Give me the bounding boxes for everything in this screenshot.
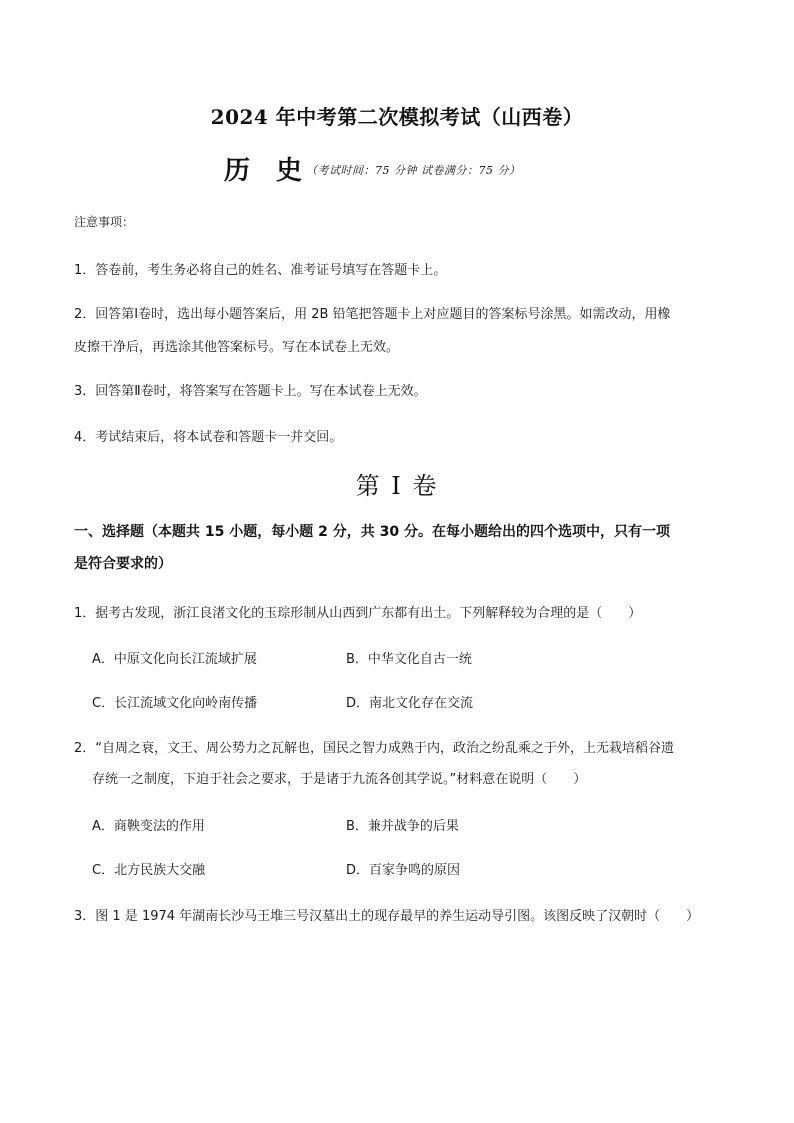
question-2-option-d: D．百家争鸣的原因: [346, 863, 461, 878]
notice-item-continued: 皮擦干净后，再选涂其他答案标号。写在本试卷上无效。: [74, 340, 400, 355]
question-1-option-a: A．中原文化向长江流域扩展: [92, 652, 257, 667]
section-title: 第 I 卷: [355, 472, 439, 500]
question-1-option-d: D．南北文化存在交流: [346, 696, 474, 711]
question-2-option-a: A．商鞅变法的作用: [92, 819, 205, 834]
notice-item: 4．考试结束后，将本试卷和答题卡一并交回。: [74, 430, 343, 445]
question-2-option-c: C．北方民族大交融: [92, 863, 206, 878]
question-1-option-b: B．中华文化自古一统: [346, 652, 472, 667]
notice-item: 2．回答第Ⅰ卷时，选出每小题答案后，用 2B 铅笔把答题卡上对应题目的答案标号涂黑。如需改动，用橡: [74, 307, 671, 322]
subject-name: 历史: [224, 156, 329, 186]
question-1-stem: 1．据考古发现，浙江良渚文化的玉琮形制从山西到广东都有出土。下列解释较为合理的是（ ）: [74, 606, 642, 621]
question-2-stem-continued: 存统一之制度，下迫于社会之要求，于是诸于九流各创其学说。”材料意在说明（ ）: [92, 772, 587, 787]
subject-row: [224, 150, 521, 187]
notice-item: 1．答卷前，考生务必将自己的姓名、准考证号填写在答题卡上。: [74, 263, 447, 278]
notice-item: 3．回答第Ⅱ卷时，将答案写在答题卡上。写在本试卷上无效。: [74, 384, 427, 399]
question-2-option-b: B．兼并战争的后果: [346, 819, 459, 834]
exam-info: （考试时间：75 分钟 试卷满分：75 分）: [306, 164, 521, 177]
part-instructions: 一、选择题（本题共 15 小题，每小题 2 分，共 30 分。在每小题给出的四个选项中，只有一项: [74, 524, 670, 540]
question-1-option-c: C．长江流域文化向岭南传播: [92, 696, 258, 711]
question-3-stem: 3．图 1 是 1974 年湖南长沙马王堆三号汉墓出土的现存最早的养生运动导引图。该图反映了汉朝时（ ）: [74, 909, 700, 924]
notice-heading: 注意事项：: [74, 215, 135, 229]
exam-title: 2024 年中考第二次模拟考试（山西卷）: [210, 105, 584, 129]
question-2-stem: 2．“自周之衰，文王、周公势力之瓦解也，国民之智力成熟于内，政治之纷乱乘之于外，上无栽培稻谷遗: [74, 741, 675, 756]
part-instructions-continued: 是符合要求的）: [74, 556, 172, 572]
